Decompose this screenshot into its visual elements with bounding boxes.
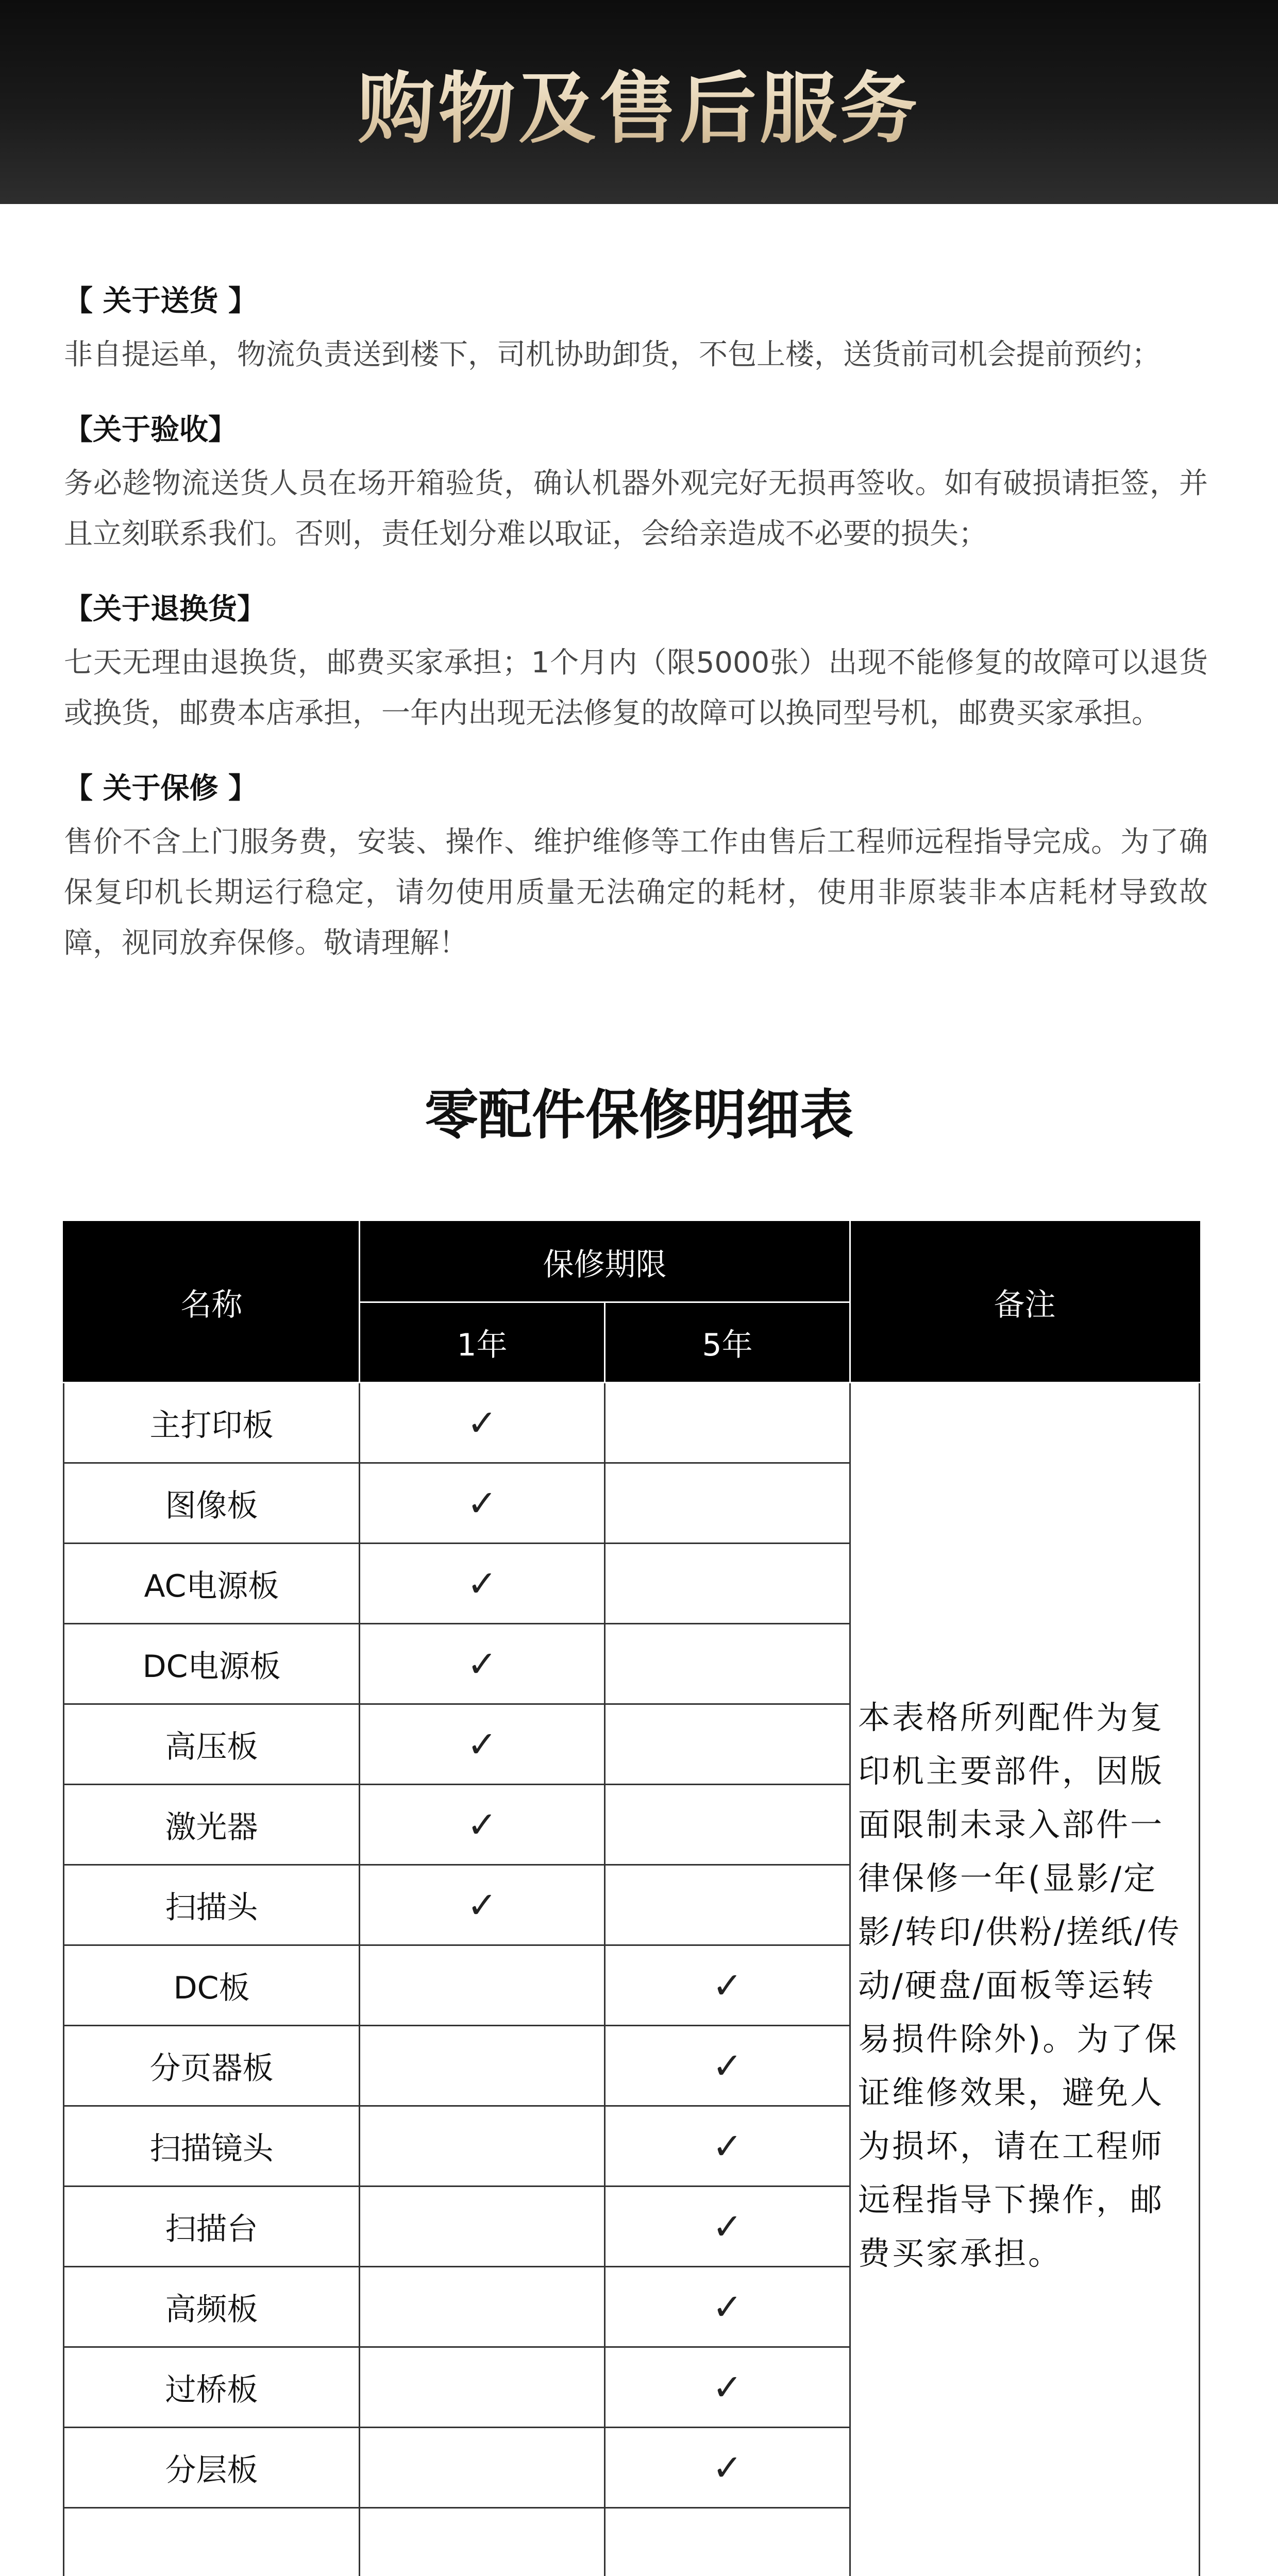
year5-check (605, 1544, 850, 1624)
warranty-text: 售价不含上门服务费，安装、操作、维护维修等工作由售后工程师远程指导完成。为了确保复印机长期运行稳定，请勿使用质量无法确定的耗材，使用非原装非本店耗材导致故障，视同放弃保修。敬请理解！ (64, 817, 1208, 969)
year1-check (360, 2428, 605, 2508)
part-name: DC电源板 (64, 1624, 360, 1704)
warranty-heading: 【 关于保修 】 (64, 766, 1208, 812)
header-year1: 1年 (360, 1302, 605, 1383)
year1-check: ✓ (360, 1544, 605, 1624)
year5-check: ✓ (605, 2428, 850, 2508)
part-name: 图像板 (64, 1463, 360, 1544)
delivery-section (64, 278, 1208, 380)
header-period: 保修期限 (360, 1222, 850, 1302)
year1-check: ✓ (360, 1704, 605, 1785)
part-name: 主打印板 (64, 1383, 360, 1463)
year5-check: ✓ (605, 2187, 850, 2267)
return-section (64, 586, 1208, 739)
page-header (0, 0, 1278, 204)
year5-check: ✓ (605, 1945, 850, 2026)
year1-check (360, 2508, 605, 2576)
year5-check (605, 2508, 850, 2576)
return-text: 七天无理由退换货，邮费买家承担；1个月内（限5000张）出现不能修复的故障可以退货或换货，邮费本店承担，一年内出现无法修复的故障可以换同型号机，邮费买家承担。 (64, 638, 1208, 739)
part-name: 分层板 (64, 2428, 360, 2508)
service-notes (64, 278, 1208, 995)
year1-check (360, 2187, 605, 2267)
header-year5: 5年 (605, 1302, 850, 1383)
parts-warranty-table (63, 1221, 1200, 2576)
year5-check: ✓ (605, 2026, 850, 2106)
inspection-heading: 【关于验收】 (64, 407, 1208, 453)
year5-check: ✓ (605, 2267, 850, 2347)
year5-check (605, 1865, 850, 1945)
part-name: 扫描镜头 (64, 2106, 360, 2187)
part-name: 高频板 (64, 2267, 360, 2347)
year5-check: ✓ (605, 2106, 850, 2187)
remark-cell: 本表格所列配件为复印机主要部件，因版面限制未录入部件一律保修一年(显影/定影/转印/供粉/搓纸/传动/硬盘/面板等运转易损件除外)。为了保证维修效果，避免人为损坏，请在工程师远程指导下操作，邮费买家承担。 (850, 1383, 1200, 2576)
inspection-text: 务必趁物流送货人员在场开箱验货，确认机器外观完好无损再签收。如有破损请拒签，并且立刻联系我们。否则，责任划分难以取证，会给亲造成不必要的损失； (64, 459, 1208, 560)
part-name: AC电源板 (64, 1544, 360, 1624)
year5-check (605, 1383, 850, 1463)
part-name: 扫描台 (64, 2187, 360, 2267)
year1-check (360, 1945, 605, 2026)
year1-check: ✓ (360, 1624, 605, 1704)
return-heading: 【关于退换货】 (64, 586, 1208, 633)
year5-check (605, 1785, 850, 1865)
year5-check (605, 1463, 850, 1544)
year1-check (360, 2026, 605, 2106)
year1-check: ✓ (360, 1865, 605, 1945)
header-name: 名称 (64, 1222, 360, 1383)
year1-check: ✓ (360, 1463, 605, 1544)
table-title: 零配件保修明细表 (0, 1072, 1278, 1149)
inspection-section (64, 407, 1208, 560)
year1-check: ✓ (360, 1785, 605, 1865)
header-remark: 备注 (850, 1222, 1200, 1383)
year1-check (360, 2347, 605, 2428)
part-name: 高压板 (64, 1704, 360, 1785)
part-name: 激光器 (64, 1785, 360, 1865)
year5-check (605, 1704, 850, 1785)
part-name: 过桥板 (64, 2347, 360, 2428)
delivery-heading: 【 关于送货 】 (64, 278, 1208, 325)
part-name (64, 2508, 360, 2576)
year1-check: ✓ (360, 1383, 605, 1463)
year1-check (360, 2106, 605, 2187)
warranty-section (64, 766, 1208, 969)
year5-check (605, 1624, 850, 1704)
year5-check: ✓ (605, 2347, 850, 2428)
part-name: 扫描头 (64, 1865, 360, 1945)
table-row (64, 1383, 1200, 1463)
delivery-text: 非自提运单，物流负责送到楼下，司机协助卸货，不包上楼，送货前司机会提前预约； (64, 330, 1208, 380)
year1-check (360, 2267, 605, 2347)
page-title: 购物及售后服务 (358, 46, 920, 158)
part-name: 分页器板 (64, 2026, 360, 2106)
part-name: DC板 (64, 1945, 360, 2026)
